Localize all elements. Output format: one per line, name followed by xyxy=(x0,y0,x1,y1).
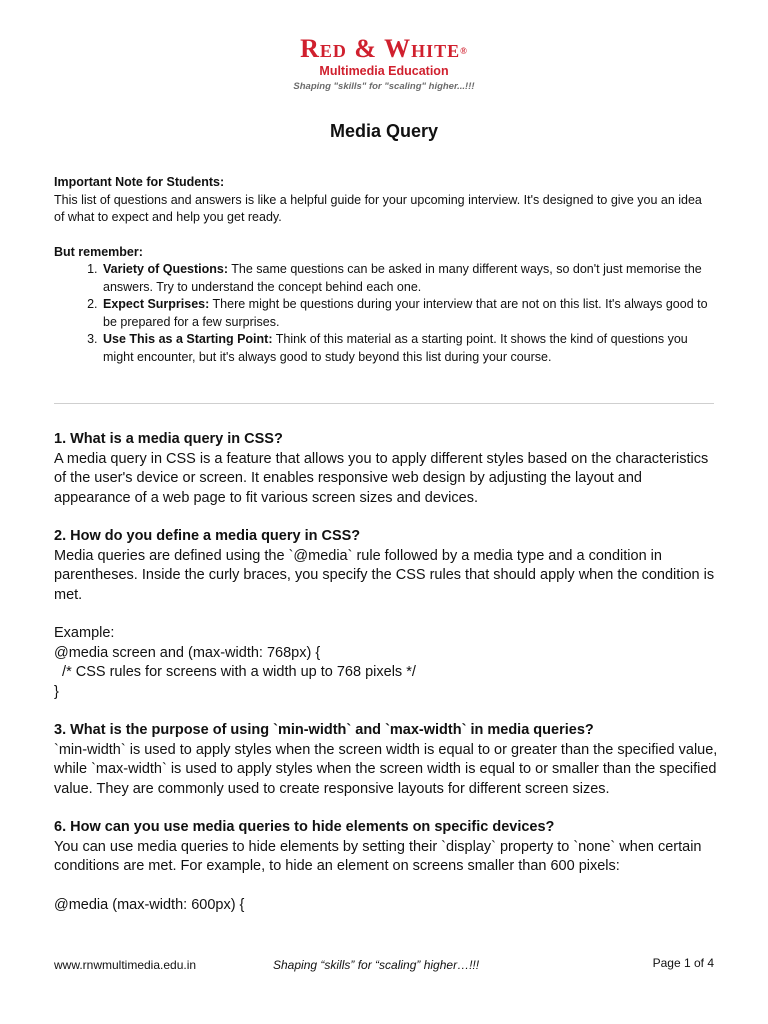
remember-heading: But remember: xyxy=(54,244,143,259)
answer-3: `min-width` is used to apply styles when the screen width is equal to or greater than the specified value, while `max-width` is used to apply styles when the screen width is equal to or smaller than the specified value. They are commonly used to create responsive layouts for different screen sizes. xyxy=(54,741,718,797)
footer-url[interactable]: www.rnwmultimedia.edu.in xyxy=(54,958,197,972)
page-title: Media Query xyxy=(329,121,439,141)
header-logo xyxy=(0,34,768,93)
page-number: Page 1 of 4 xyxy=(652,956,714,970)
list-item: 2. Expect Surprises: There might be questions during your interview that are not on this list. It's always good to be prepared for a few surprises. xyxy=(101,296,714,331)
question-6: 6. How can you use media queries to hide elements on specific devices? xyxy=(54,819,555,835)
brand-name: Red & White® xyxy=(300,34,468,63)
answer-2: Media queries are defined using the `@media` rule followed by a media type and a condition in parentheses. Inside the curly braces, you specify the CSS rules that should apply when the condition is met. xyxy=(54,547,715,603)
brand-tagline: Shaping "skills" for "scaling" higher...!!! xyxy=(293,81,475,92)
registered-mark: ® xyxy=(460,46,468,56)
code-line: @media (max-width: 600px) { xyxy=(54,896,245,913)
important-note xyxy=(54,174,714,366)
page-footer xyxy=(54,956,714,976)
example-label: Example: xyxy=(54,625,115,641)
note-body: This list of questions and answers is like a helpful guide for your upcoming interview. It's designed to give you an idea of what to expect and help you get ready. xyxy=(54,192,702,224)
section-divider xyxy=(54,403,714,404)
answer-6: You can use media queries to hide elements by setting their `display` property to `none` when certain conditions are met. For example, to hide an element on screens smaller than 600 pixels: xyxy=(54,838,702,874)
code-line: } xyxy=(54,683,59,700)
remember-list xyxy=(54,261,714,366)
brand-subtitle: Multimedia Education xyxy=(319,64,449,78)
code-line: /* CSS rules for screens with a width up to 768 pixels */ xyxy=(54,664,416,680)
note-heading: Important Note for Students: xyxy=(54,175,225,189)
answer-1: A media query in CSS is a feature that allows you to apply different styles based on the characteristics of the user's device or screen. It enables responsive web design by adjusting the layout and appearance of a web page to fit various screen sizes and devices. xyxy=(54,450,709,506)
code-line: @media screen and (max-width: 768px) { xyxy=(54,644,321,661)
footer-tagline: Shaping “skills” for “scaling” higher…!!! xyxy=(273,958,480,972)
list-item: 3. Use This as a Starting Point: Think of this material as a starting point. It shows the kind of questions you might encounter, but it's always good to study beyond this list during your course. xyxy=(101,331,714,366)
question-3: 3. What is the purpose of using `min-width` and `max-width` in media queries? xyxy=(54,722,594,738)
question-2: 2. How do you define a media query in CSS? xyxy=(54,528,361,544)
question-1: 1. What is a media query in CSS? xyxy=(54,431,283,447)
list-item: 1. Variety of Questions: The same questions can be asked in many different ways, so don't just memorise the answers. Try to understand the concept behind each one. xyxy=(101,261,714,296)
qa-content xyxy=(54,430,720,915)
